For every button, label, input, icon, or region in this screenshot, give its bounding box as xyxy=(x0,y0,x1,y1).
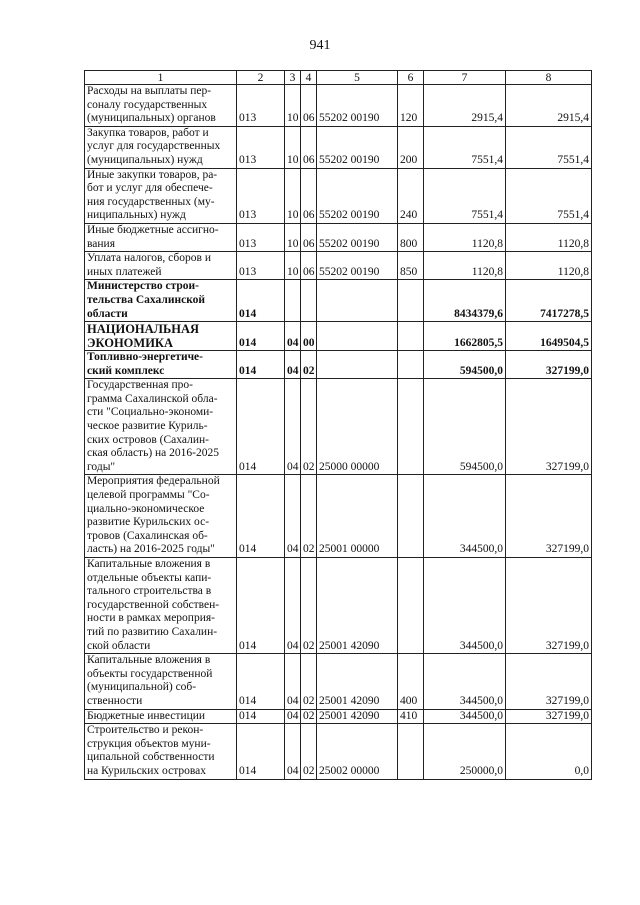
row-amount-year1-cell: 8434379,6 xyxy=(424,280,506,322)
row-section-cell: 10 xyxy=(285,223,301,251)
table-row xyxy=(85,558,592,654)
row-subsection-cell: 00 xyxy=(301,322,317,351)
header-col-1: 1 xyxy=(85,71,237,85)
header-col-2: 2 xyxy=(237,71,285,85)
table-header-row xyxy=(85,71,592,85)
row-amount-year1-cell: 344500,0 xyxy=(424,558,506,654)
row-amount-year2-cell: 327199,0 xyxy=(506,351,592,379)
row-amount-year2-cell: 7551,4 xyxy=(506,168,592,223)
row-amount-year2-cell: 1649504,5 xyxy=(506,322,592,351)
row-subsection-cell: 06 xyxy=(301,223,317,251)
header-col-5: 5 xyxy=(317,71,398,85)
row-target-article-cell: 25002 00000 xyxy=(317,724,398,779)
row-amount-year1-cell: 2915,4 xyxy=(424,85,506,127)
row-section-cell xyxy=(285,280,301,322)
header-col-4: 4 xyxy=(301,71,317,85)
row-name-cell: Иные закупки товаров, ра- бот и услуг для обеспече- ния государственных (му- ниципальных) нужд xyxy=(85,168,237,223)
row-target-article-cell: 25001 00000 xyxy=(317,475,398,558)
row-admin-code-cell: 014 xyxy=(237,322,285,351)
row-target-article-cell: 55202 00190 xyxy=(317,85,398,127)
row-target-article-cell: 25001 42090 xyxy=(317,558,398,654)
header-col-6: 6 xyxy=(398,71,424,85)
row-amount-year1-cell: 344500,0 xyxy=(424,475,506,558)
page-number: 941 xyxy=(309,38,331,53)
row-name-cell: Иные бюджетные ассигно- вания xyxy=(85,223,237,251)
row-amount-year2-cell: 327199,0 xyxy=(506,475,592,558)
row-expense-type-cell xyxy=(398,475,424,558)
row-amount-year2-cell: 1120,8 xyxy=(506,223,592,251)
row-section-cell: 10 xyxy=(285,252,301,280)
table-row xyxy=(85,85,592,127)
row-target-article-cell: 55202 00190 xyxy=(317,126,398,168)
row-expense-type-cell: 120 xyxy=(398,85,424,127)
table-row xyxy=(85,322,592,351)
row-amount-year2-cell: 1120,8 xyxy=(506,252,592,280)
row-section-cell: 04 xyxy=(285,351,301,379)
table-row xyxy=(85,126,592,168)
row-amount-year2-cell: 2915,4 xyxy=(506,85,592,127)
row-subsection-cell: 06 xyxy=(301,85,317,127)
row-expense-type-cell xyxy=(398,322,424,351)
row-amount-year1-cell: 1120,8 xyxy=(424,223,506,251)
row-subsection-cell: 02 xyxy=(301,379,317,475)
row-amount-year1-cell: 1120,8 xyxy=(424,252,506,280)
row-target-article-cell: 25001 42090 xyxy=(317,654,398,709)
row-amount-year2-cell: 327199,0 xyxy=(506,654,592,709)
row-section-cell: 10 xyxy=(285,126,301,168)
row-amount-year2-cell: 327199,0 xyxy=(506,379,592,475)
table-row xyxy=(85,709,592,724)
row-name-cell: Топливно-энергетиче- ский комплекс xyxy=(85,351,237,379)
row-subsection-cell: 02 xyxy=(301,475,317,558)
table-row xyxy=(85,168,592,223)
row-subsection-cell: 06 xyxy=(301,252,317,280)
row-admin-code-cell: 014 xyxy=(237,475,285,558)
table-row xyxy=(85,280,592,322)
row-amount-year1-cell: 7551,4 xyxy=(424,126,506,168)
row-section-cell: 04 xyxy=(285,724,301,779)
row-target-article-cell xyxy=(317,351,398,379)
row-expense-type-cell: 400 xyxy=(398,654,424,709)
header-col-3: 3 xyxy=(285,71,301,85)
row-admin-code-cell: 013 xyxy=(237,223,285,251)
row-name-cell: Бюджетные инвестиции xyxy=(85,709,237,724)
row-name-cell: Министерство строи- тельства Сахалинской области xyxy=(85,280,237,322)
row-admin-code-cell: 014 xyxy=(237,654,285,709)
table-row xyxy=(85,654,592,709)
row-admin-code-cell: 013 xyxy=(237,252,285,280)
row-admin-code-cell: 013 xyxy=(237,168,285,223)
row-expense-type-cell xyxy=(398,558,424,654)
row-amount-year2-cell: 7551,4 xyxy=(506,126,592,168)
row-admin-code-cell: 013 xyxy=(237,85,285,127)
row-amount-year2-cell: 327199,0 xyxy=(506,558,592,654)
row-admin-code-cell: 014 xyxy=(237,379,285,475)
row-subsection-cell: 06 xyxy=(301,168,317,223)
row-admin-code-cell: 013 xyxy=(237,126,285,168)
row-subsection-cell: 02 xyxy=(301,724,317,779)
row-name-cell: НАЦИОНАЛЬНАЯ ЭКОНОМИКА xyxy=(85,322,237,351)
row-expense-type-cell: 200 xyxy=(398,126,424,168)
row-amount-year1-cell: 344500,0 xyxy=(424,654,506,709)
row-subsection-cell xyxy=(301,280,317,322)
row-amount-year2-cell: 0,0 xyxy=(506,724,592,779)
row-section-cell: 04 xyxy=(285,558,301,654)
table-row xyxy=(85,724,592,779)
row-expense-type-cell: 850 xyxy=(398,252,424,280)
row-amount-year2-cell: 7417278,5 xyxy=(506,280,592,322)
row-target-article-cell: 55202 00190 xyxy=(317,252,398,280)
row-target-article-cell xyxy=(317,322,398,351)
row-target-article-cell: 25001 42090 xyxy=(317,709,398,724)
row-name-cell: Мероприятия федеральной целевой программы "Со- циально-экономическое развитие Курильских ос- тровов (Сахалинская об- ласть) на 2016-2025 годы" xyxy=(85,475,237,558)
row-amount-year1-cell: 1662805,5 xyxy=(424,322,506,351)
row-expense-type-cell: 240 xyxy=(398,168,424,223)
row-target-article-cell xyxy=(317,280,398,322)
row-section-cell: 10 xyxy=(285,168,301,223)
table-body xyxy=(85,85,592,780)
row-name-cell: Капитальные вложения в объекты государственной (муниципальной) соб- ственности xyxy=(85,654,237,709)
row-expense-type-cell xyxy=(398,379,424,475)
row-subsection-cell: 02 xyxy=(301,351,317,379)
row-name-cell: Строительство и рекон- струкция объектов муни- ципальной собственности на Курильских островах xyxy=(85,724,237,779)
row-section-cell: 04 xyxy=(285,654,301,709)
row-subsection-cell: 02 xyxy=(301,558,317,654)
row-amount-year1-cell: 594500,0 xyxy=(424,351,506,379)
row-admin-code-cell: 014 xyxy=(237,709,285,724)
table-row xyxy=(85,379,592,475)
row-expense-type-cell xyxy=(398,351,424,379)
row-admin-code-cell: 014 xyxy=(237,724,285,779)
row-admin-code-cell: 014 xyxy=(237,558,285,654)
row-subsection-cell: 06 xyxy=(301,126,317,168)
row-section-cell: 04 xyxy=(285,475,301,558)
header-col-8: 8 xyxy=(506,71,592,85)
row-name-cell: Закупка товаров, работ и услуг для государственных (муниципальных) нужд xyxy=(85,126,237,168)
row-amount-year2-cell: 327199,0 xyxy=(506,709,592,724)
row-amount-year1-cell: 344500,0 xyxy=(424,709,506,724)
row-name-cell: Капитальные вложения в отдельные объекты капи- тального строительства в государственной собствен- ности в рамках мероприя- тий по развитию Сахалин- ской области xyxy=(85,558,237,654)
table-row xyxy=(85,351,592,379)
row-subsection-cell: 02 xyxy=(301,654,317,709)
row-amount-year1-cell: 594500,0 xyxy=(424,379,506,475)
row-subsection-cell: 02 xyxy=(301,709,317,724)
row-admin-code-cell: 014 xyxy=(237,280,285,322)
row-amount-year1-cell: 250000,0 xyxy=(424,724,506,779)
row-amount-year1-cell: 7551,4 xyxy=(424,168,506,223)
table-row xyxy=(85,223,592,251)
budget-table xyxy=(84,70,592,780)
row-expense-type-cell xyxy=(398,724,424,779)
row-target-article-cell: 25000 00000 xyxy=(317,379,398,475)
row-target-article-cell: 55202 00190 xyxy=(317,168,398,223)
row-admin-code-cell: 014 xyxy=(237,351,285,379)
row-section-cell: 04 xyxy=(285,379,301,475)
row-name-cell: Уплата налогов, сборов и иных платежей xyxy=(85,252,237,280)
row-expense-type-cell xyxy=(398,280,424,322)
row-section-cell: 04 xyxy=(285,322,301,351)
row-target-article-cell: 55202 00190 xyxy=(317,223,398,251)
row-section-cell: 04 xyxy=(285,709,301,724)
header-col-7: 7 xyxy=(424,71,506,85)
row-expense-type-cell: 800 xyxy=(398,223,424,251)
table-row xyxy=(85,475,592,558)
row-section-cell: 10 xyxy=(285,85,301,127)
table-row xyxy=(85,252,592,280)
row-name-cell: Расходы на выплаты пер- соналу государственных (муниципальных) органов xyxy=(85,85,237,127)
row-expense-type-cell: 410 xyxy=(398,709,424,724)
row-name-cell: Государственная про- грамма Сахалинской обла- сти "Социально-экономи- ческое развитие Куриль- ских островов (Сахалин- ская область) на 2016-2025 годы" xyxy=(85,379,237,475)
